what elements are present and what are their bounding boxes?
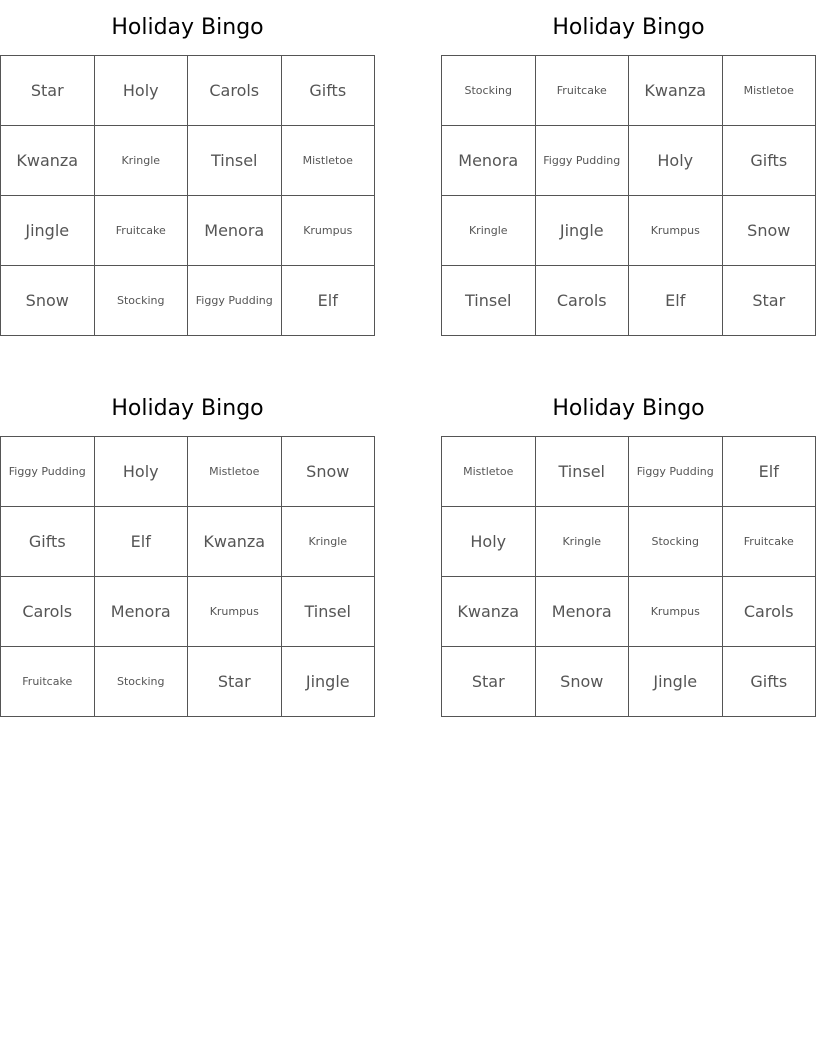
bingo-card-3 bbox=[0, 381, 375, 717]
bingo-cell: Elf bbox=[282, 266, 376, 336]
bingo-cell: Figgy Pudding bbox=[188, 266, 282, 336]
bingo-cell: Mistletoe bbox=[723, 56, 816, 126]
bingo-card-1 bbox=[0, 0, 375, 336]
bingo-cell: Elf bbox=[95, 507, 189, 577]
bingo-cell: Holy bbox=[95, 437, 189, 507]
bingo-cell: Tinsel bbox=[188, 126, 282, 196]
bingo-cell: Gifts bbox=[1, 507, 95, 577]
bingo-cell: Snow bbox=[536, 647, 630, 717]
card-title: Holiday Bingo bbox=[111, 396, 264, 421]
bingo-cell: Stocking bbox=[442, 56, 536, 126]
bingo-grid bbox=[0, 55, 375, 336]
bingo-cell: Mistletoe bbox=[282, 126, 376, 196]
card-title: Holiday Bingo bbox=[552, 15, 705, 40]
bingo-cell: Kwanza bbox=[1, 126, 95, 196]
bingo-cell: Menora bbox=[536, 577, 630, 647]
bingo-cell: Figgy Pudding bbox=[536, 126, 630, 196]
bingo-cell: Jingle bbox=[1, 196, 95, 266]
bingo-cell: Kwanza bbox=[629, 56, 723, 126]
bingo-grid bbox=[441, 436, 816, 717]
bingo-cell: Tinsel bbox=[282, 577, 376, 647]
bingo-cell: Kwanza bbox=[188, 507, 282, 577]
bingo-card-4 bbox=[441, 381, 816, 717]
bingo-cell: Tinsel bbox=[442, 266, 536, 336]
bingo-cell: Star bbox=[442, 647, 536, 717]
bingo-cell: Jingle bbox=[282, 647, 376, 717]
bingo-cell: Carols bbox=[1, 577, 95, 647]
bingo-cell: Fruitcake bbox=[536, 56, 630, 126]
bingo-cell: Carols bbox=[536, 266, 630, 336]
bingo-cell: Menora bbox=[442, 126, 536, 196]
bingo-cell: Snow bbox=[282, 437, 376, 507]
bingo-cell: Menora bbox=[95, 577, 189, 647]
bingo-cell: Gifts bbox=[723, 647, 816, 717]
bingo-cell: Stocking bbox=[95, 266, 189, 336]
bingo-cell: Krumpus bbox=[282, 196, 376, 266]
bingo-cell: Krumpus bbox=[629, 196, 723, 266]
bingo-cell: Star bbox=[1, 56, 95, 126]
bingo-cell: Kringle bbox=[442, 196, 536, 266]
bingo-cell: Mistletoe bbox=[442, 437, 536, 507]
bingo-card-2 bbox=[441, 0, 816, 336]
bingo-cell: Snow bbox=[1, 266, 95, 336]
bingo-cell: Figgy Pudding bbox=[1, 437, 95, 507]
bingo-cell: Star bbox=[723, 266, 816, 336]
bingo-cell: Gifts bbox=[282, 56, 376, 126]
bingo-cell: Kringle bbox=[536, 507, 630, 577]
bingo-cell: Fruitcake bbox=[723, 507, 816, 577]
bingo-grid bbox=[0, 436, 375, 717]
bingo-cell: Elf bbox=[723, 437, 816, 507]
bingo-cell: Snow bbox=[723, 196, 816, 266]
bingo-cell: Jingle bbox=[629, 647, 723, 717]
bingo-cell: Holy bbox=[442, 507, 536, 577]
card-title: Holiday Bingo bbox=[111, 15, 264, 40]
bingo-cell: Fruitcake bbox=[1, 647, 95, 717]
bingo-cell: Jingle bbox=[536, 196, 630, 266]
bingo-cell: Kringle bbox=[95, 126, 189, 196]
bingo-cell: Tinsel bbox=[536, 437, 630, 507]
bingo-cell: Kwanza bbox=[442, 577, 536, 647]
bingo-cell: Gifts bbox=[723, 126, 816, 196]
bingo-cell: Carols bbox=[723, 577, 816, 647]
bingo-cell: Krumpus bbox=[629, 577, 723, 647]
bingo-cell: Kringle bbox=[282, 507, 376, 577]
bingo-cell: Star bbox=[188, 647, 282, 717]
bingo-cell: Holy bbox=[95, 56, 189, 126]
bingo-cell: Carols bbox=[188, 56, 282, 126]
bingo-cell: Stocking bbox=[95, 647, 189, 717]
bingo-grid bbox=[441, 55, 816, 336]
bingo-cell: Krumpus bbox=[188, 577, 282, 647]
bingo-cell: Elf bbox=[629, 266, 723, 336]
card-title: Holiday Bingo bbox=[552, 396, 705, 421]
bingo-cell: Mistletoe bbox=[188, 437, 282, 507]
bingo-cell: Stocking bbox=[629, 507, 723, 577]
bingo-cell: Fruitcake bbox=[95, 196, 189, 266]
bingo-cell: Figgy Pudding bbox=[629, 437, 723, 507]
bingo-cell: Holy bbox=[629, 126, 723, 196]
bingo-cell: Menora bbox=[188, 196, 282, 266]
